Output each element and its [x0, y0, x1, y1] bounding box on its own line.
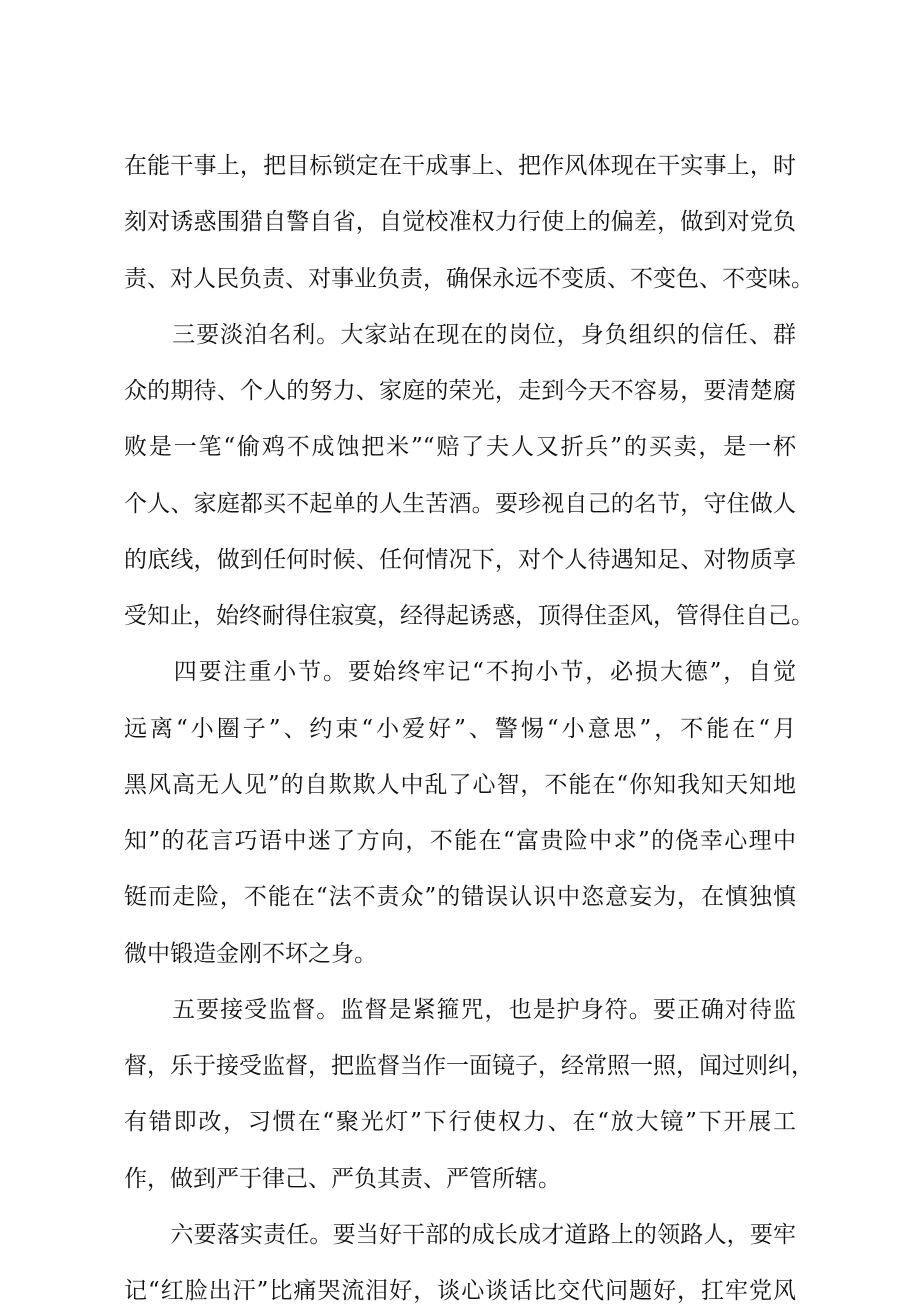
- body-text-line: 作，做到严于律己、严负其责、严管所辖。: [124, 1166, 561, 1192]
- body-text-line: 黑风高无人见”的自欺欺人中乱了心智，不能在“你知我知天知地: [124, 772, 796, 798]
- body-text-line: 微中锻造金刚不坏之身。: [124, 941, 377, 967]
- body-text-line: 记“红脸出汗”比痛哭流泪好，谈心谈话比交代问题好，扛牢党风: [124, 1278, 796, 1304]
- body-text-line: 败是一笔“偷鸡不成蚀把米”“赔了夫人又折兵”的买卖，是一杯: [124, 434, 796, 460]
- body-text-line: 督，乐于接受监督，把监督当作一面镜子，经常照一照，闻过则纠，: [124, 1053, 814, 1079]
- body-text-line: 五要接受监督。监督是紧箍咒，也是护身符。要正确对待监: [124, 997, 796, 1023]
- body-text-line: 有错即改，习惯在“聚光灯”下行使权力、在“放大镜”下开展工: [124, 1109, 796, 1135]
- body-text-line: 知”的花言巧语中迷了方向，不能在“富贵险中求”的侥幸心理中: [124, 828, 796, 854]
- body-text-line: 责、对人民负责、对事业负责，确保永远不变质、不变色、不变味。: [124, 266, 814, 292]
- body-text-line: 六要落实责任。要当好干部的成长成才道路上的领路人，要牢: [124, 1222, 796, 1248]
- body-text-line: 铤而走险，不能在“法不责众”的错误认识中恣意妄为，在慎独慎: [124, 884, 796, 910]
- body-text-line: 个人、家庭都买不起单的人生苦酒。要珍视自己的名节，守住做人: [124, 491, 796, 517]
- body-text-line: 的底线，做到任何时候、任何情况下，对个人待遇知足、对物质享: [124, 547, 796, 573]
- body-text-line: 众的期待、个人的努力、家庭的荣光，走到今天不容易，要清楚腐: [124, 378, 796, 404]
- body-text-line: 在能干事上，把目标锁定在干成事上、把作风体现在干实事上，时: [124, 153, 796, 179]
- body-text-line: 远离“小圈子”、约束“小爱好”、警惕“小意思”，不能在“月: [124, 716, 796, 742]
- body-text-line: 三要淡泊名利。大家站在现在的岗位，身负组织的信任、群: [124, 322, 796, 348]
- body-text-line: 四要注重小节。要始终牢记“不拘小节，必损大德”，自觉: [124, 659, 796, 685]
- body-text-line: 刻对诱惑围猎自警自省，自觉校准权力行使上的偏差，做到对党负: [124, 209, 796, 235]
- body-text-line: 受知止，始终耐得住寂寞，经得起诱惑，顶得住歪风，管得住自己。: [124, 603, 814, 629]
